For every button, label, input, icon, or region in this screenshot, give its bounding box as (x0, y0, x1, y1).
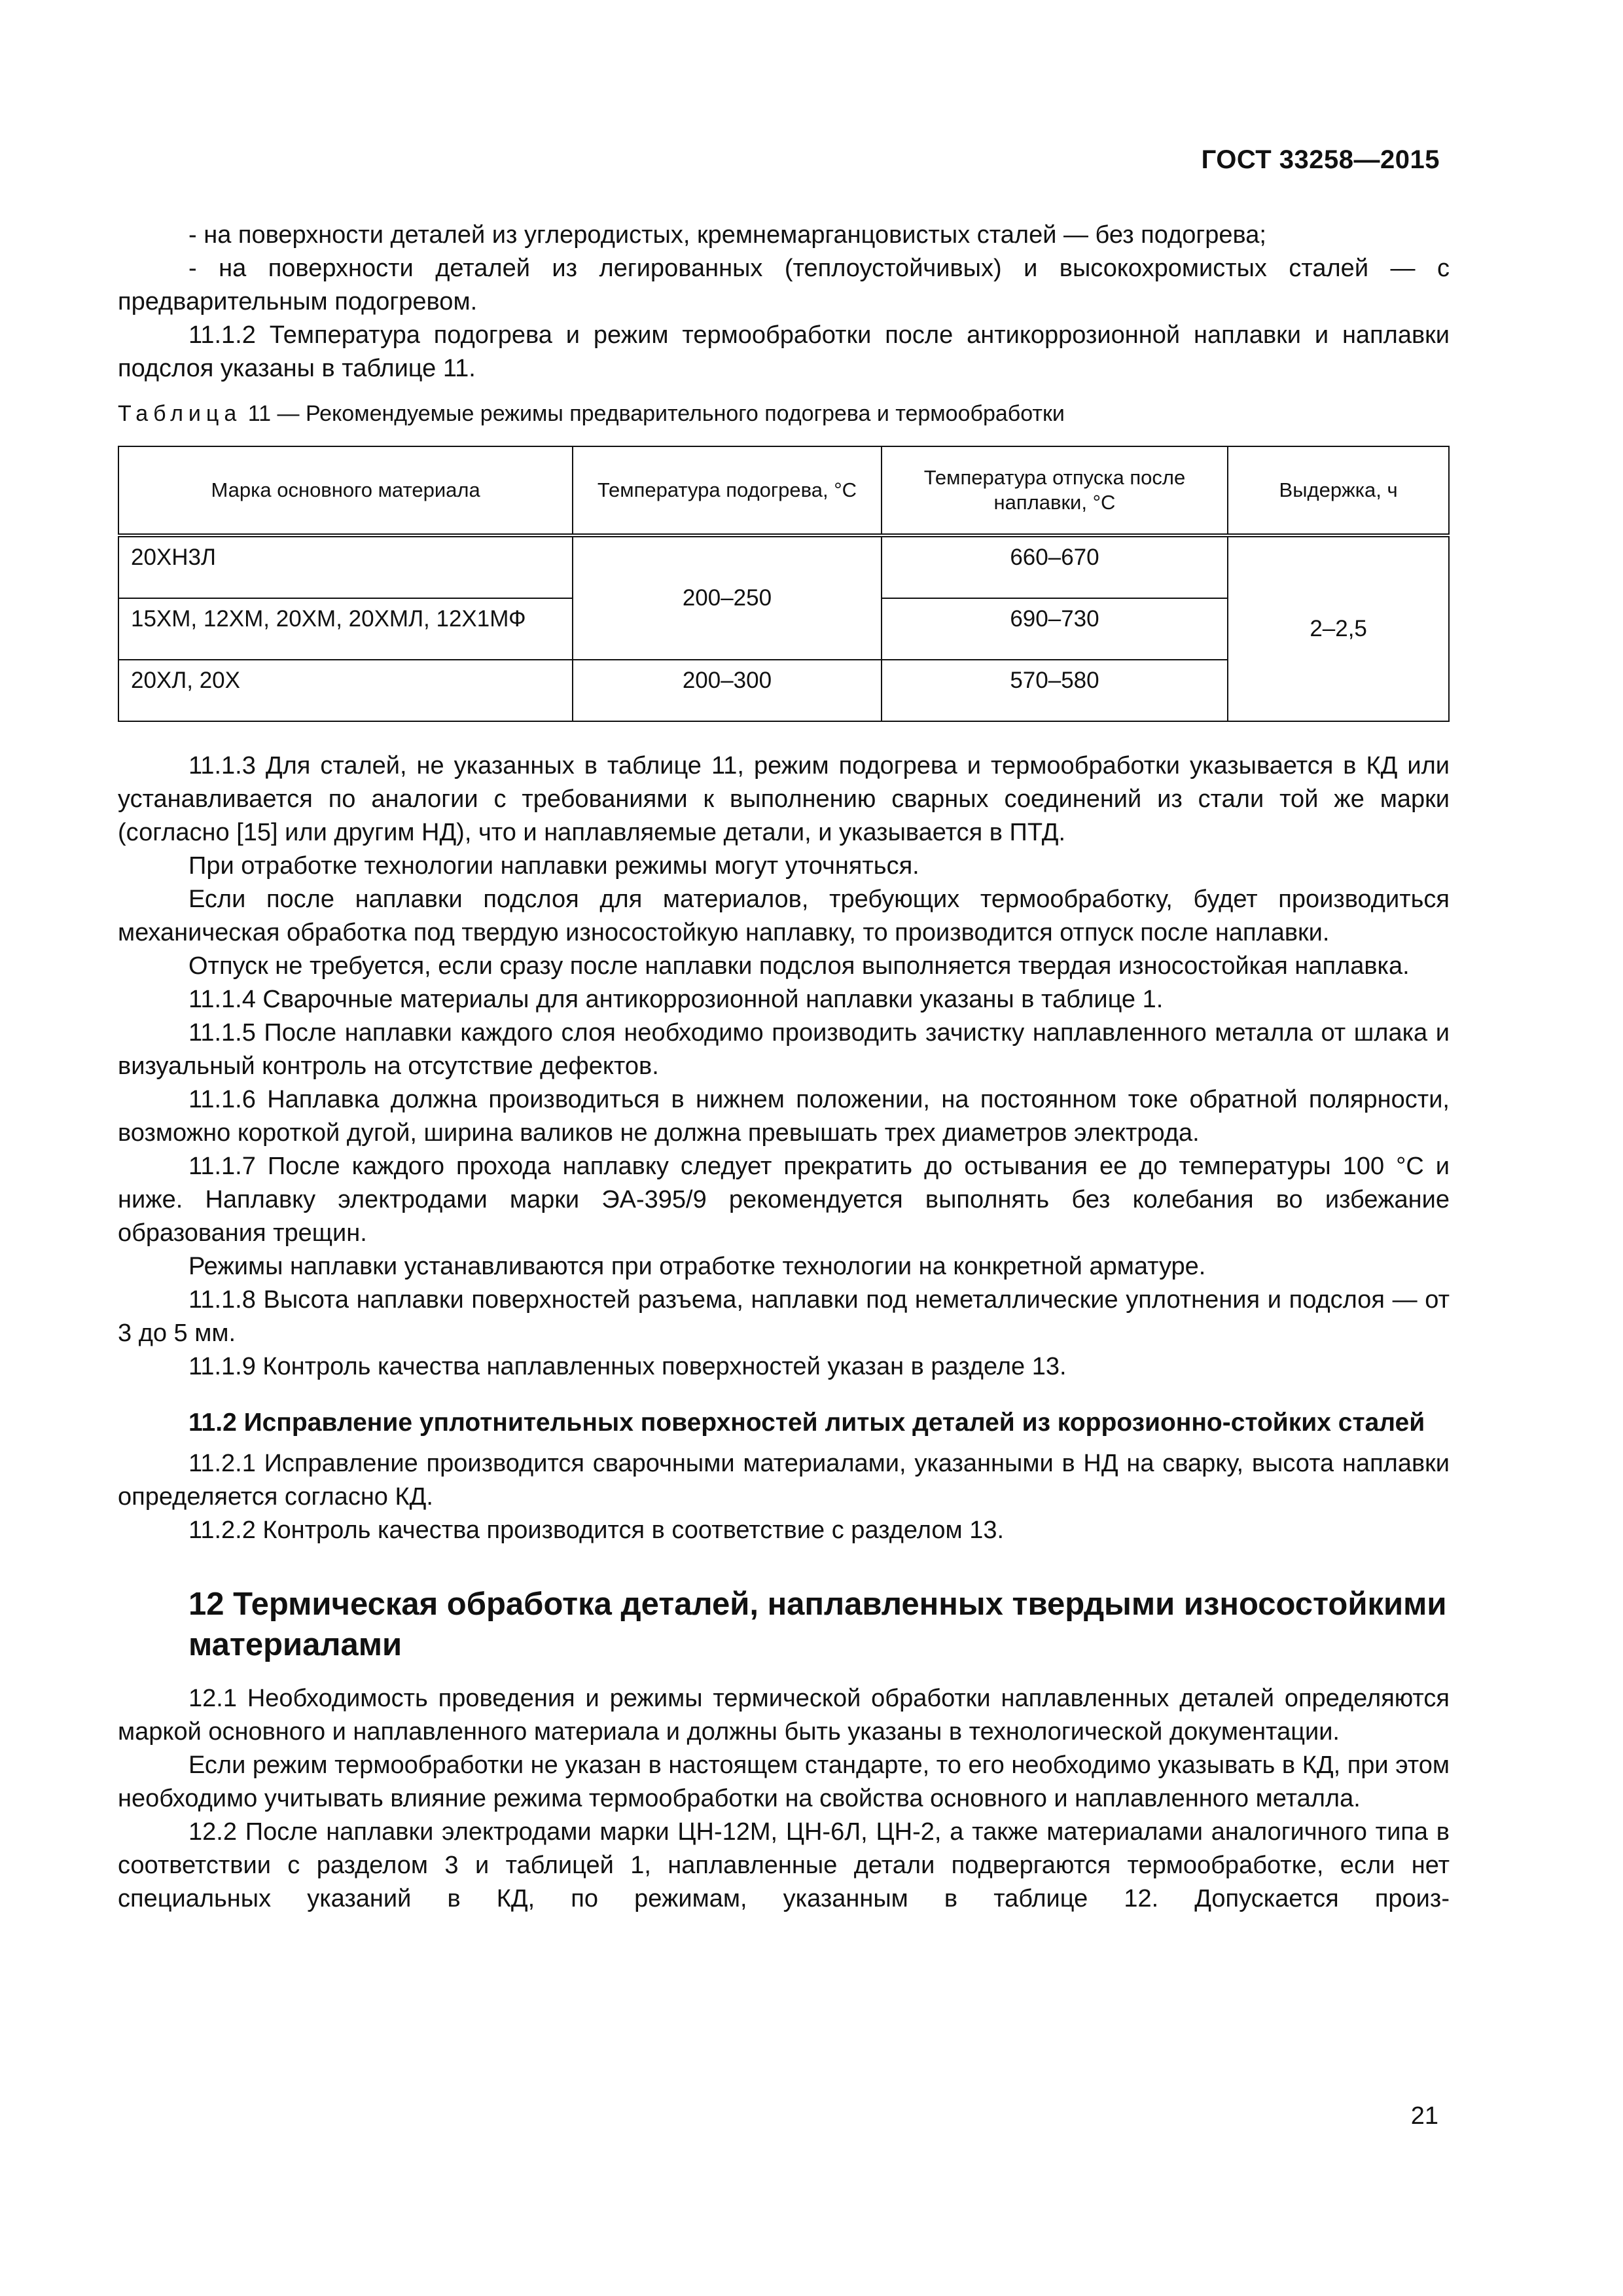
table-11 (118, 446, 1450, 722)
table-caption (118, 400, 1450, 427)
material-cell: 20ХЛ, 20Х (118, 660, 573, 721)
paragraph: 11.1.2 Температура подогрева и режим термообработки после антикоррозионной наплавки и наплавки подслоя указаны в таблице 11. (118, 321, 1450, 382)
column-header: Выдержка, ч (1228, 446, 1449, 535)
table-caption-label: Таблица (118, 401, 242, 426)
subsection-heading: 11.2 Исправление уплотнительных поверхностей литых деталей из коррозионно-стойких сталей (188, 1408, 1425, 1437)
paragraph: 11.1.9 Контроль качества наплавленных поверхностей указан в разделе 13. (188, 1353, 1067, 1380)
tempering-cell: 570–580 (882, 660, 1228, 721)
material-cell: 15ХМ, 12ХМ, 20ХМ, 20ХМЛ, 12Х1МФ (118, 598, 573, 660)
paragraph: 12.1 Необходимость проведения и режимы термической обработки наплавленных деталей определяются маркой основного и наплавленного материала и должны быть указаны в технологической документации. (118, 1685, 1450, 1746)
paragraph: 11.1.4 Сварочные материалы для антикоррозионной наплавки указаны в таблице 1. (188, 986, 1164, 1013)
paragraph: Отпуск не требуется, если сразу после наплавки подслоя выполняется твердая износостойкая наплавка. (188, 952, 1410, 980)
preheat-cell: 200–300 (573, 660, 882, 721)
tempering-cell: 690–730 (882, 598, 1228, 660)
tempering-cell: 660–670 (882, 535, 1228, 598)
page-number: 21 (1410, 2102, 1438, 2130)
paragraph: 11.2.1 Исправление производится сварочными материалами, указанными в НД на сварку, высота наплавки определяется согласно КД. (118, 1450, 1450, 1511)
table-row (118, 535, 1449, 598)
section-heading: 12 Термическая обработка деталей, наплавленных твердыми износостойкими материалами (188, 1587, 1447, 1662)
table-caption-title: 11 — Рекомендуемые режимы предварительного подогрева и термообработки (241, 401, 1065, 426)
paragraph: 11.1.5 После наплавки каждого слоя необходимо производить зачистку наплавленного металла от шлака и визуальный контроль на отсутствие дефектов. (118, 1019, 1450, 1080)
paragraph: - на поверхности деталей из углеродистых, кремнемарганцовистых сталей — без подогрева; (188, 221, 1266, 249)
preheat-cell: 200–250 (573, 535, 882, 660)
paragraph: - на поверхности деталей из легированных (теплоустойчивых) и высокохромистых сталей — с предварительным подогревом. (118, 255, 1450, 315)
table-header-row (118, 446, 1449, 535)
hold-cell: 2–2,5 (1228, 535, 1449, 721)
main-content (118, 219, 1450, 1916)
paragraph: 12.2 После наплавки электродами марки ЦН-12М, ЦН-6Л, ЦН-2, а также материалами аналогичного типа в соответствии с разделом 3 и таблицей 1, наплавленные детали подвергаются термообработке, если нет специальных указаний в КД, по режимам, указанным в таблице 12. Допускается произ- (118, 1818, 1450, 1912)
paragraph: 11.1.3 Для сталей, не указанных в таблице 11, режим подогрева и термообработки указывается в КД или устанавливается по аналогии с требованиями к выполнению сварных соединений из стали той же марки (согласно [15] или другим НД), что и наплавляемые детали, и указывается в ПТД. (118, 752, 1450, 846)
paragraph: 11.1.8 Высота наплавки поверхностей разъема, наплавки под неметаллические уплотнения и подслоя — от 3 до 5 мм. (118, 1286, 1450, 1347)
column-header: Температура отпуска после наплавки, °С (882, 446, 1228, 535)
paragraph: При отработке технологии наплавки режимы могут уточняться. (188, 852, 919, 880)
paragraph: Режимы наплавки устанавливаются при отработке технологии на конкретной арматуре. (188, 1253, 1206, 1280)
paragraph: 11.1.6 Наплавка должна производиться в нижнем положении, на постоянном токе обратной полярности, возможно короткой дугой, ширина валиков не должна превышать трех диаметров электрода. (118, 1086, 1450, 1147)
column-header: Температура подогрева, °С (573, 446, 882, 535)
section-11-1-continued (118, 749, 1450, 1384)
paragraph: Если после наплавки подслоя для материалов, требующих термообработку, будет производиться механическая обработка под твердую износостойкую наплавку, то производится отпуск после наплавки. (118, 886, 1450, 946)
material-cell: 20ХН3Л (118, 535, 573, 598)
paragraph: 11.1.7 После каждого прохода наплавку следует прекратить до остывания ее до температуры 100 °С и ниже. Наплавку электродами марки ЭА-395/9 рекомендуется выполнять без колебания во избежание образования трещин. (118, 1153, 1450, 1247)
paragraph: 11.2.2 Контроль качества производится в соответствие с разделом 13. (188, 1516, 1005, 1544)
document-code-header: ГОСТ 33258—2015 (1201, 145, 1440, 174)
paragraph: Если режим термообработки не указан в настоящем стандарте, то его необходимо указывать в КД, при этом необходимо учитывать влияние режима термообработки на свойства основного и наплавленного металла. (118, 1751, 1450, 1812)
column-header: Марка основного материала (118, 446, 573, 535)
